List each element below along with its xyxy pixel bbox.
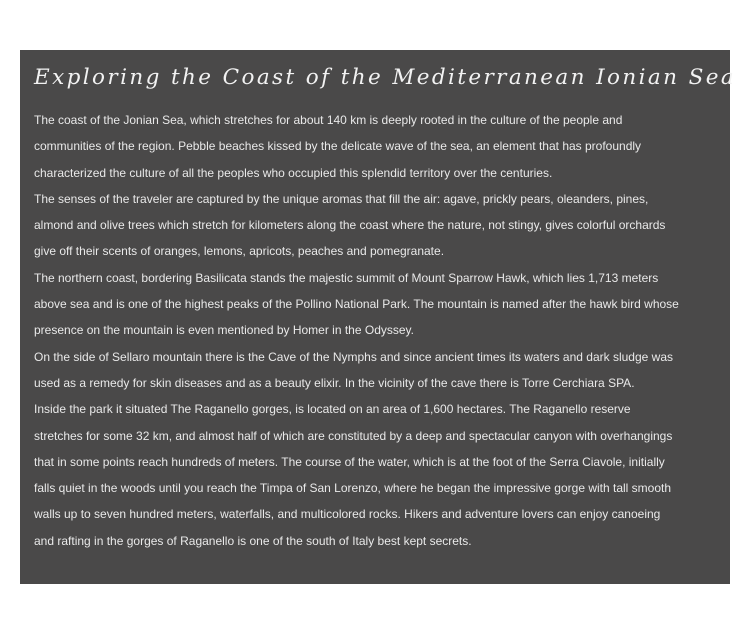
article-title: Exploring the Coast of the Mediterranean Ionian Sea	[34, 65, 737, 90]
article-line: presence on the mountain is even mentioned by Homer in the Odyssey.	[34, 323, 414, 338]
article-line: almond and olive trees which stretch for kilometers along the coast where the nature, not stingy, gives colorful orchards	[34, 218, 666, 233]
article-line: and rafting in the gorges of Raganello is one of the south of Italy best kept secrets.	[34, 533, 472, 548]
article-line: characterized the culture of all the peoples who occupied this splendid territory over the centuries.	[34, 165, 553, 180]
article-line: that in some points reach hundreds of meters. The course of the water, which is at the foot of the Serra Ciavole, initially	[34, 454, 665, 469]
article-line: On the side of Sellaro mountain there is the Cave of the Nymphs and since ancient times its waters and dark sludge was	[34, 349, 673, 364]
article-line: above sea and is one of the highest peaks of the Pollino National Park. The mountain is named after the hawk bird whose	[34, 297, 679, 312]
article-line: falls quiet in the woods until you reach the Timpa of San Lorenzo, where he began the impressive gorge with tall smooth	[34, 481, 672, 496]
article-line: used as a remedy for skin diseases and as a beauty elixir. In the vicinity of the cave there is Torre Cerchiara SPA.	[34, 375, 635, 390]
article-body	[34, 107, 720, 554]
article-line: communities of the region. Pebble beaches kissed by the delicate wave of the sea, an element that has profoundly	[34, 139, 642, 154]
article-line: walls up to seven hundred meters, waterfalls, and multicolored rocks. Hikers and adventure lovers can enjoy canoeing	[34, 507, 661, 522]
article-panel	[20, 50, 737, 584]
article-line: give off their scents of oranges, lemons, apricots, peaches and pomegranate.	[34, 244, 445, 259]
article-line: stretches for some 32 km, and almost half of which are constituted by a deep and spectacular canyon with overhangings	[34, 428, 673, 443]
article-line: The coast of the Jonian Sea, which stretches for about 140 km is deeply rooted in the culture of the people and	[34, 113, 623, 127]
article-line: The senses of the traveler are captured by the unique aromas that fill the air: agave, prickly pears, oleanders, pines,	[34, 191, 649, 206]
article-line: Inside the park it situated The Raganello gorges, is located on an area of 1,600 hectares. The Raganello reserve	[34, 402, 631, 417]
article-line: The northern coast, bordering Basilicata stands the majestic summit of Mount Sparrow Hawk, which lies 1,713 meters	[34, 270, 659, 285]
